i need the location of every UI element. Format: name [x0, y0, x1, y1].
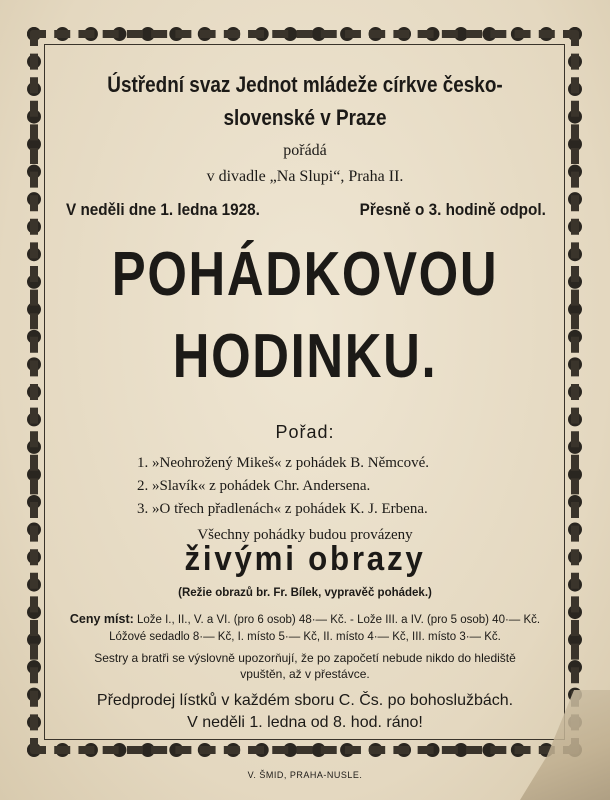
- admission-notice: Sestry a bratři se výslovně upozorňují, že po započetí nebude nikdo do hlediště vpuštěn, až v přestávce.: [94, 651, 516, 681]
- program-item: 1. »Neohrožený Mikeš« z pohádek B. Němcové.: [137, 455, 430, 471]
- title-line-2: HODINKU.: [172, 322, 438, 391]
- program-item: 3. »O třech přadlenách« z pohádek K. J. Erbena.: [137, 501, 428, 517]
- direction-credit: (Režie obrazů br. Fr. Bílek, vypravěč pohádek.): [178, 587, 432, 599]
- prices-block: [50, 611, 560, 646]
- accompaniment-text: Všechny pohádky budou provázeny: [197, 527, 413, 543]
- date-time-row: [66, 200, 546, 220]
- title-line-1: POHÁDKOVOU: [111, 240, 499, 309]
- living-pictures-heading: živými obrazy: [184, 540, 426, 578]
- poster-content: [50, 50, 560, 740]
- venue-text: v divadle „Na Slupi“, Praha II.: [206, 168, 404, 185]
- organizer-line-2: slovenské v Praze: [223, 105, 387, 130]
- organizer: [94, 68, 515, 134]
- presents-text: pořádá: [283, 142, 327, 159]
- presale-block: [50, 690, 560, 734]
- program-heading: Pořad:: [275, 422, 335, 442]
- prices-row-1: Lože I., II., V. a VI. (pro 6 osob) 48·— Kč. - Lože III. a IV. (pro 5 osob) 40·— Kč.: [136, 614, 541, 626]
- presale-line-1: Předprodej lístků v každém sboru C. Čs. po bohoslužbách.: [96, 692, 514, 709]
- program-item: 2. »Slavík« z pohádek Chr. Andersena.: [137, 478, 371, 494]
- prices-row-2: Lóžové sedadlo 8·— Kč, I. místo 5·— Kč, II. místo 4·— Kč, III. místo 3·— Kč.: [109, 631, 501, 643]
- event-date: V neděli dne 1. ledna 1928.: [66, 200, 260, 219]
- prices-line-1: [50, 611, 560, 629]
- program-list: [137, 452, 557, 521]
- presale-line-2: V neděli 1. ledna od 8. hod. ráno!: [187, 714, 423, 731]
- event-time: Přesně o 3. hodině odpol.: [359, 200, 546, 219]
- printer-imprint: V. ŠMID, PRAHA-NUSLE.: [247, 770, 363, 780]
- prices-label: Ceny míst:: [69, 612, 134, 626]
- organizer-line-1: Ústřední svaz Jednot mládeže církve česko-: [107, 72, 503, 97]
